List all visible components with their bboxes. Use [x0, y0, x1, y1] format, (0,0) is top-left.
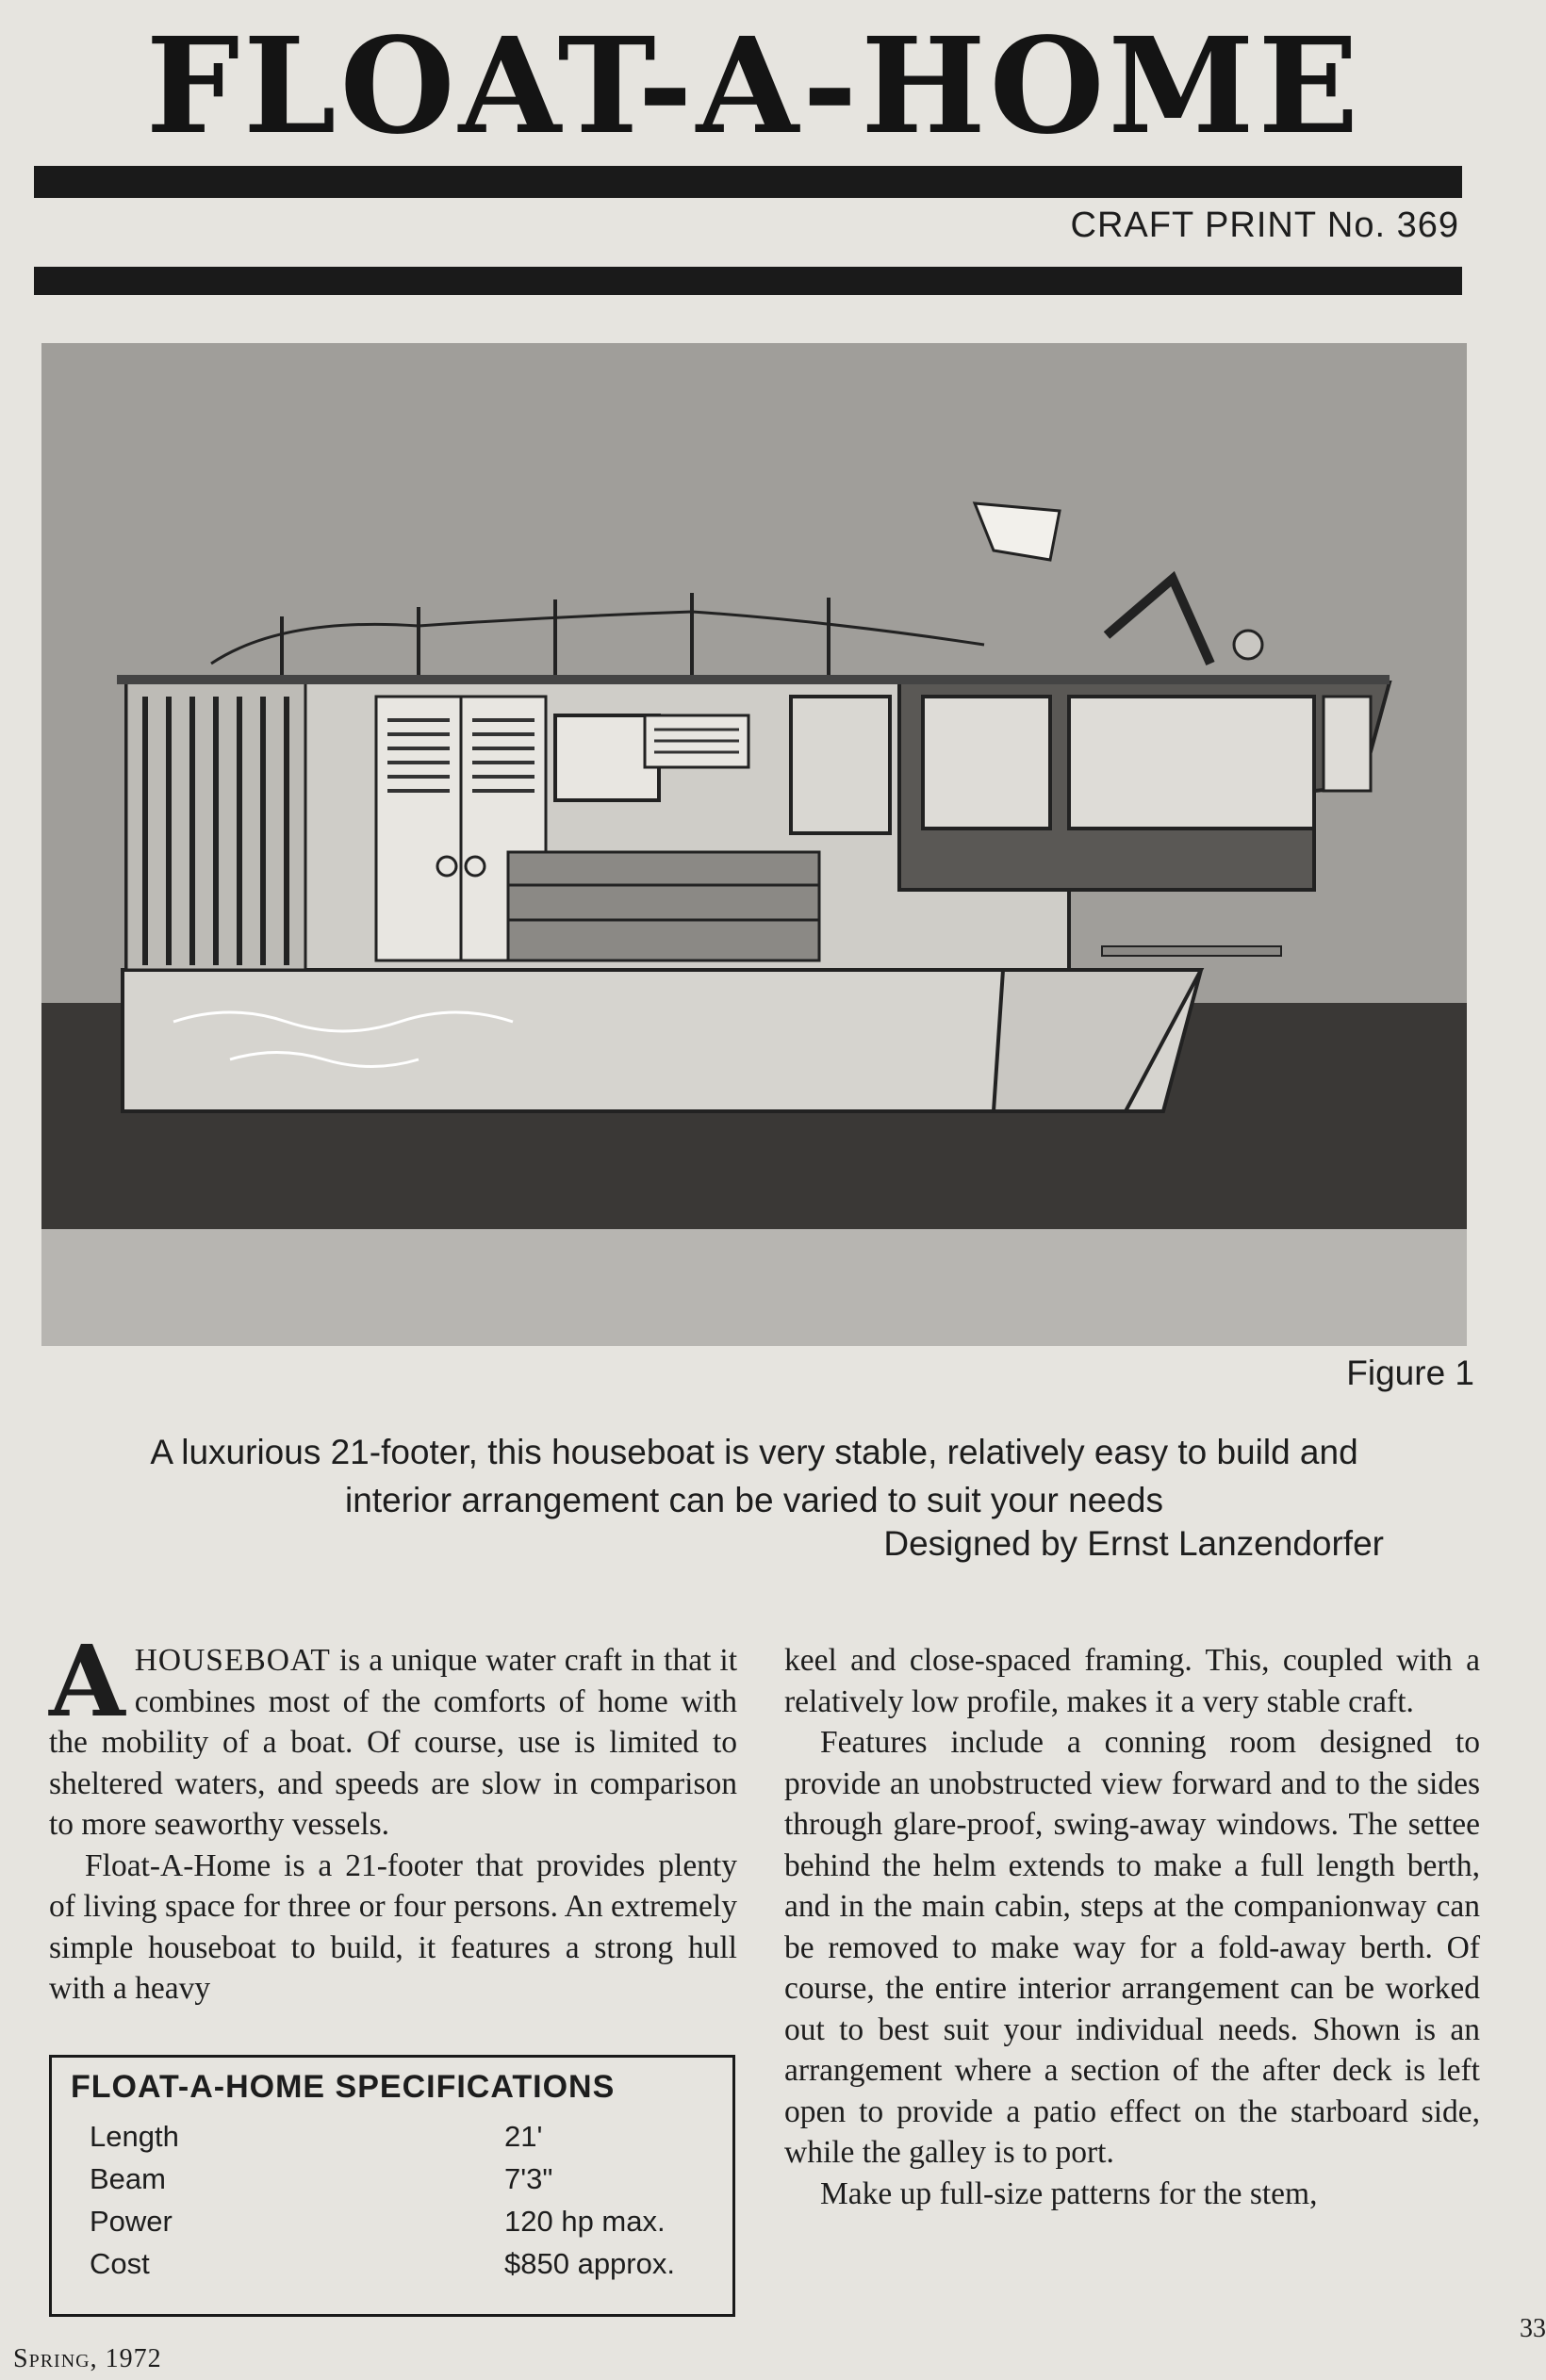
spec-row-cost [71, 2242, 714, 2285]
spec-row-length [71, 2115, 714, 2158]
spec-row-beam [71, 2158, 714, 2200]
specs-title: FLOAT-A-HOME SPECIFICATIONS [71, 2069, 616, 2105]
article-paragraph-5: Make up full-size patterns for the stem, [820, 2175, 1318, 2211]
article-paragraph-1 [49, 1623, 737, 1846]
page-number: 33 [1520, 2314, 1546, 2343]
spec-value: $850 approx. [504, 2247, 675, 2280]
article-paragraph-3: keel and close-spaced framing. This, coupled with a relatively low profile, makes it a very stable craft. [784, 1643, 1480, 1719]
article-paragraph-4: Features include a conning room designed to provide an unobstructed view forward and to the sides through glare-proof, swing-away windows. The settee behind the helm extends to make a full length berth, and in the main cabin, steps at the companionway can be removed to make way for a fold-away berth. Of course, the entire interior arrangement can be worked out to best suit your individual needs. Shown is an arrangement where a section of the after deck is left open to provide a patio effect on the starboard side, while the galley is to port. [784, 1725, 1480, 2170]
spec-value: 7'3" [504, 2162, 553, 2195]
designer-credit: Designed by Ernst Lanzendorfer [883, 1524, 1384, 1563]
title-rule-bottom [34, 267, 1462, 295]
craft-print-number: CRAFT PRINT No. 369 [1070, 205, 1459, 245]
paragraph-1-text: is a unique water craft in that it combines most of the comforts of home with the mobility of a boat. Of course, use is limited to sheltered waters, and speeds are slow in comparison to more seaworthy vessels. [49, 1643, 737, 1842]
article-column-right [784, 1640, 1480, 2214]
article-paragraph-2: Float-A-Home is a 21-footer that provides plenty of living space for three or four persons. An extremely simple houseboat to build, it features a strong hull with a heavy [49, 1847, 737, 2006]
spec-name: Length [90, 2120, 179, 2153]
magazine-title: FLOAT-A-HOME [145, 9, 1363, 164]
title-rule-top [34, 166, 1462, 198]
houseboat-illustration [41, 343, 1467, 1346]
spec-name: Cost [90, 2247, 150, 2280]
article-column-left [49, 1623, 737, 2010]
issue-date: Spring, 1972 [13, 2344, 162, 2373]
specifications-box [49, 2055, 735, 2317]
figure-caption: A luxurious 21-footer, this houseboat is very stable, relatively easy to build and interior arrangement can be varied to suit your needs [150, 1433, 1358, 1519]
spec-value: 21' [504, 2120, 543, 2153]
lead-word: HOUSEBOAT [134, 1643, 331, 1678]
figure-label: Figure 1 [1346, 1354, 1474, 1392]
spec-name: Beam [90, 2162, 166, 2195]
drop-cap: A [49, 1623, 125, 1739]
spec-name: Power [90, 2205, 173, 2238]
spec-row-power [71, 2200, 714, 2242]
spec-value: 120 hp max. [504, 2205, 666, 2238]
